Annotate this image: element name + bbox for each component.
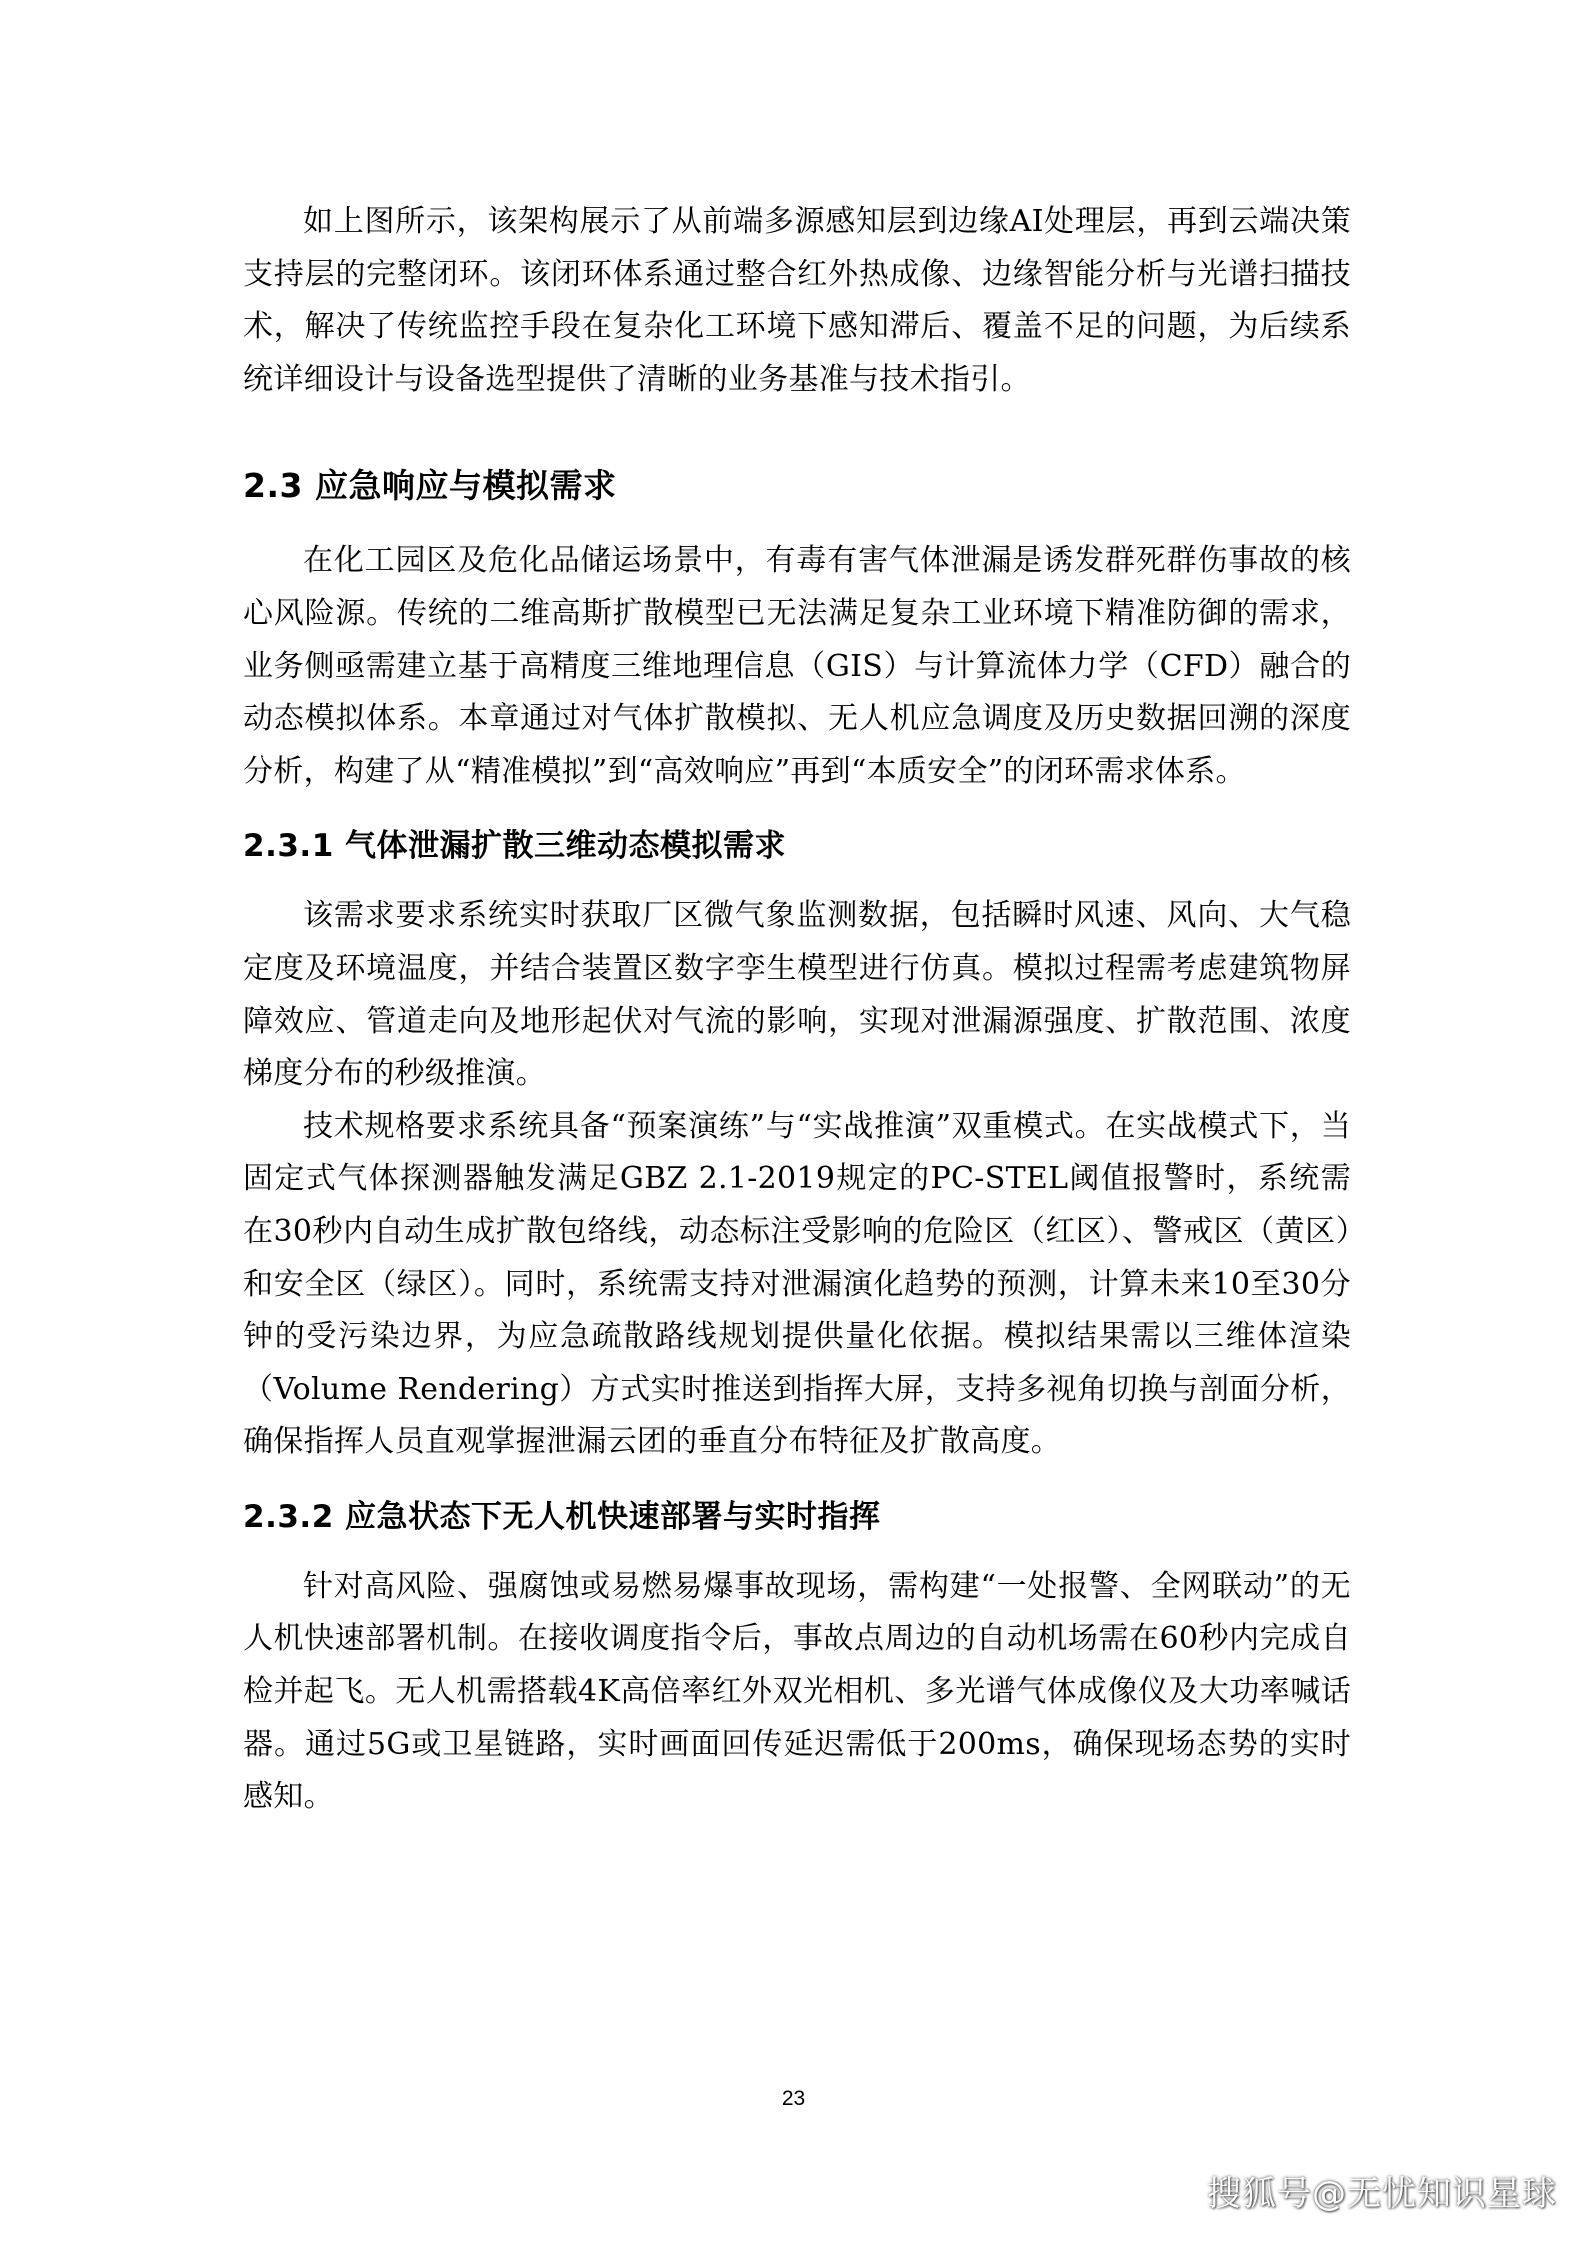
section-2-3-1-paragraph-2: 技术规格要求系统具备“预案演练”与“实战推演”双重模式。在实战模式下，当固定式气体探测器触发满足GBZ 2.1-2019规定的PC-STEL阈值报警时，系统需在30秒内自动生成扩散包络线，动态标注受影响的危险区（红区）、警戒区（黄区）和安全区（绿区）。同时，系统需支持对泄漏演化趋势的预测，计算未来10至30分钟的受污染边界，为应急疏散路线规划提供量化依据。模拟结果需以三维体渲染（Volume Rendering）方式实时推送到指挥大屏，支持多视角切换与剖面分析，确保指挥人员直观掌握泄漏云团的垂直分布特征及扩散高度。 (243, 1108, 1351, 1460)
section-2-3-2-paragraph: 针对高风险、强腐蚀或易燃易爆事故现场，需构建“一处报警、全网联动”的无人机快速部署机制。在接收调度指令后，事故点周边的自动机场需在60秒内完成自检并起飞。无人机需搭载4K高倍率红外双光相机、多光谱气体成像仪及大功率喊话器。通过5G或卫星链路，实时画面回传延迟需低于200ms，确保现场态势的实时感知。 (243, 1568, 1351, 1815)
section-2-3-heading: 2.3 应急响应与模拟需求 (243, 466, 617, 506)
section-2-3-paragraph: 在化工园区及危化品储运场景中，有毒有害气体泄漏是诱发群死群伤事故的核心风险源。传统的二维高斯扩散模型已无法满足复杂工业环境下精准防御的需求，业务侧亟需建立基于高精度三维地理信息（GIS）与计算流体力学（CFD）融合的动态模拟体系。本章通过对气体扩散模拟、无人机应急调度及历史数据回溯的深度分析，构建了从“精准模拟”到“高效响应”再到“本质安全”的闭环需求体系。 (243, 543, 1351, 789)
intro-paragraph: 如上图所示，该架构展示了从前端多源感知层到边缘AI处理层，再到云端决策支持层的完整闭环。该闭环体系通过整合红外热成像、边缘智能分析与光谱扫描技术，解决了传统监控手段在复杂化工环境下感知滞后、覆盖不足的问题，为后续系统详细设计与设备选型提供了清晰的业务基准与技术指引。 (243, 204, 1351, 397)
section-2-3-1-paragraph-1: 该需求要求系统实时获取厂区微气象监测数据，包括瞬时风速、风向、大气稳定度及环境温度，并结合装置区数字孪生模型进行仿真。模拟过程需考虑建筑物屏障效应、管道走向及地形起伏对气流的影响，实现对泄漏源强度、扩散范围、浓度梯度分布的秒级推演。 (243, 898, 1351, 1092)
section-2-3-2-heading: 2.3.2 应急状态下无人机快速部署与实时指挥 (243, 1498, 881, 1535)
page-content (243, 196, 1351, 1824)
watermark: 搜狐号@无忧知识星球 (1207, 2174, 1557, 2214)
page-number: 23 (781, 2087, 806, 2110)
section-2-3-1-heading: 2.3.1 气体泄漏扩散三维动态模拟需求 (243, 828, 787, 865)
